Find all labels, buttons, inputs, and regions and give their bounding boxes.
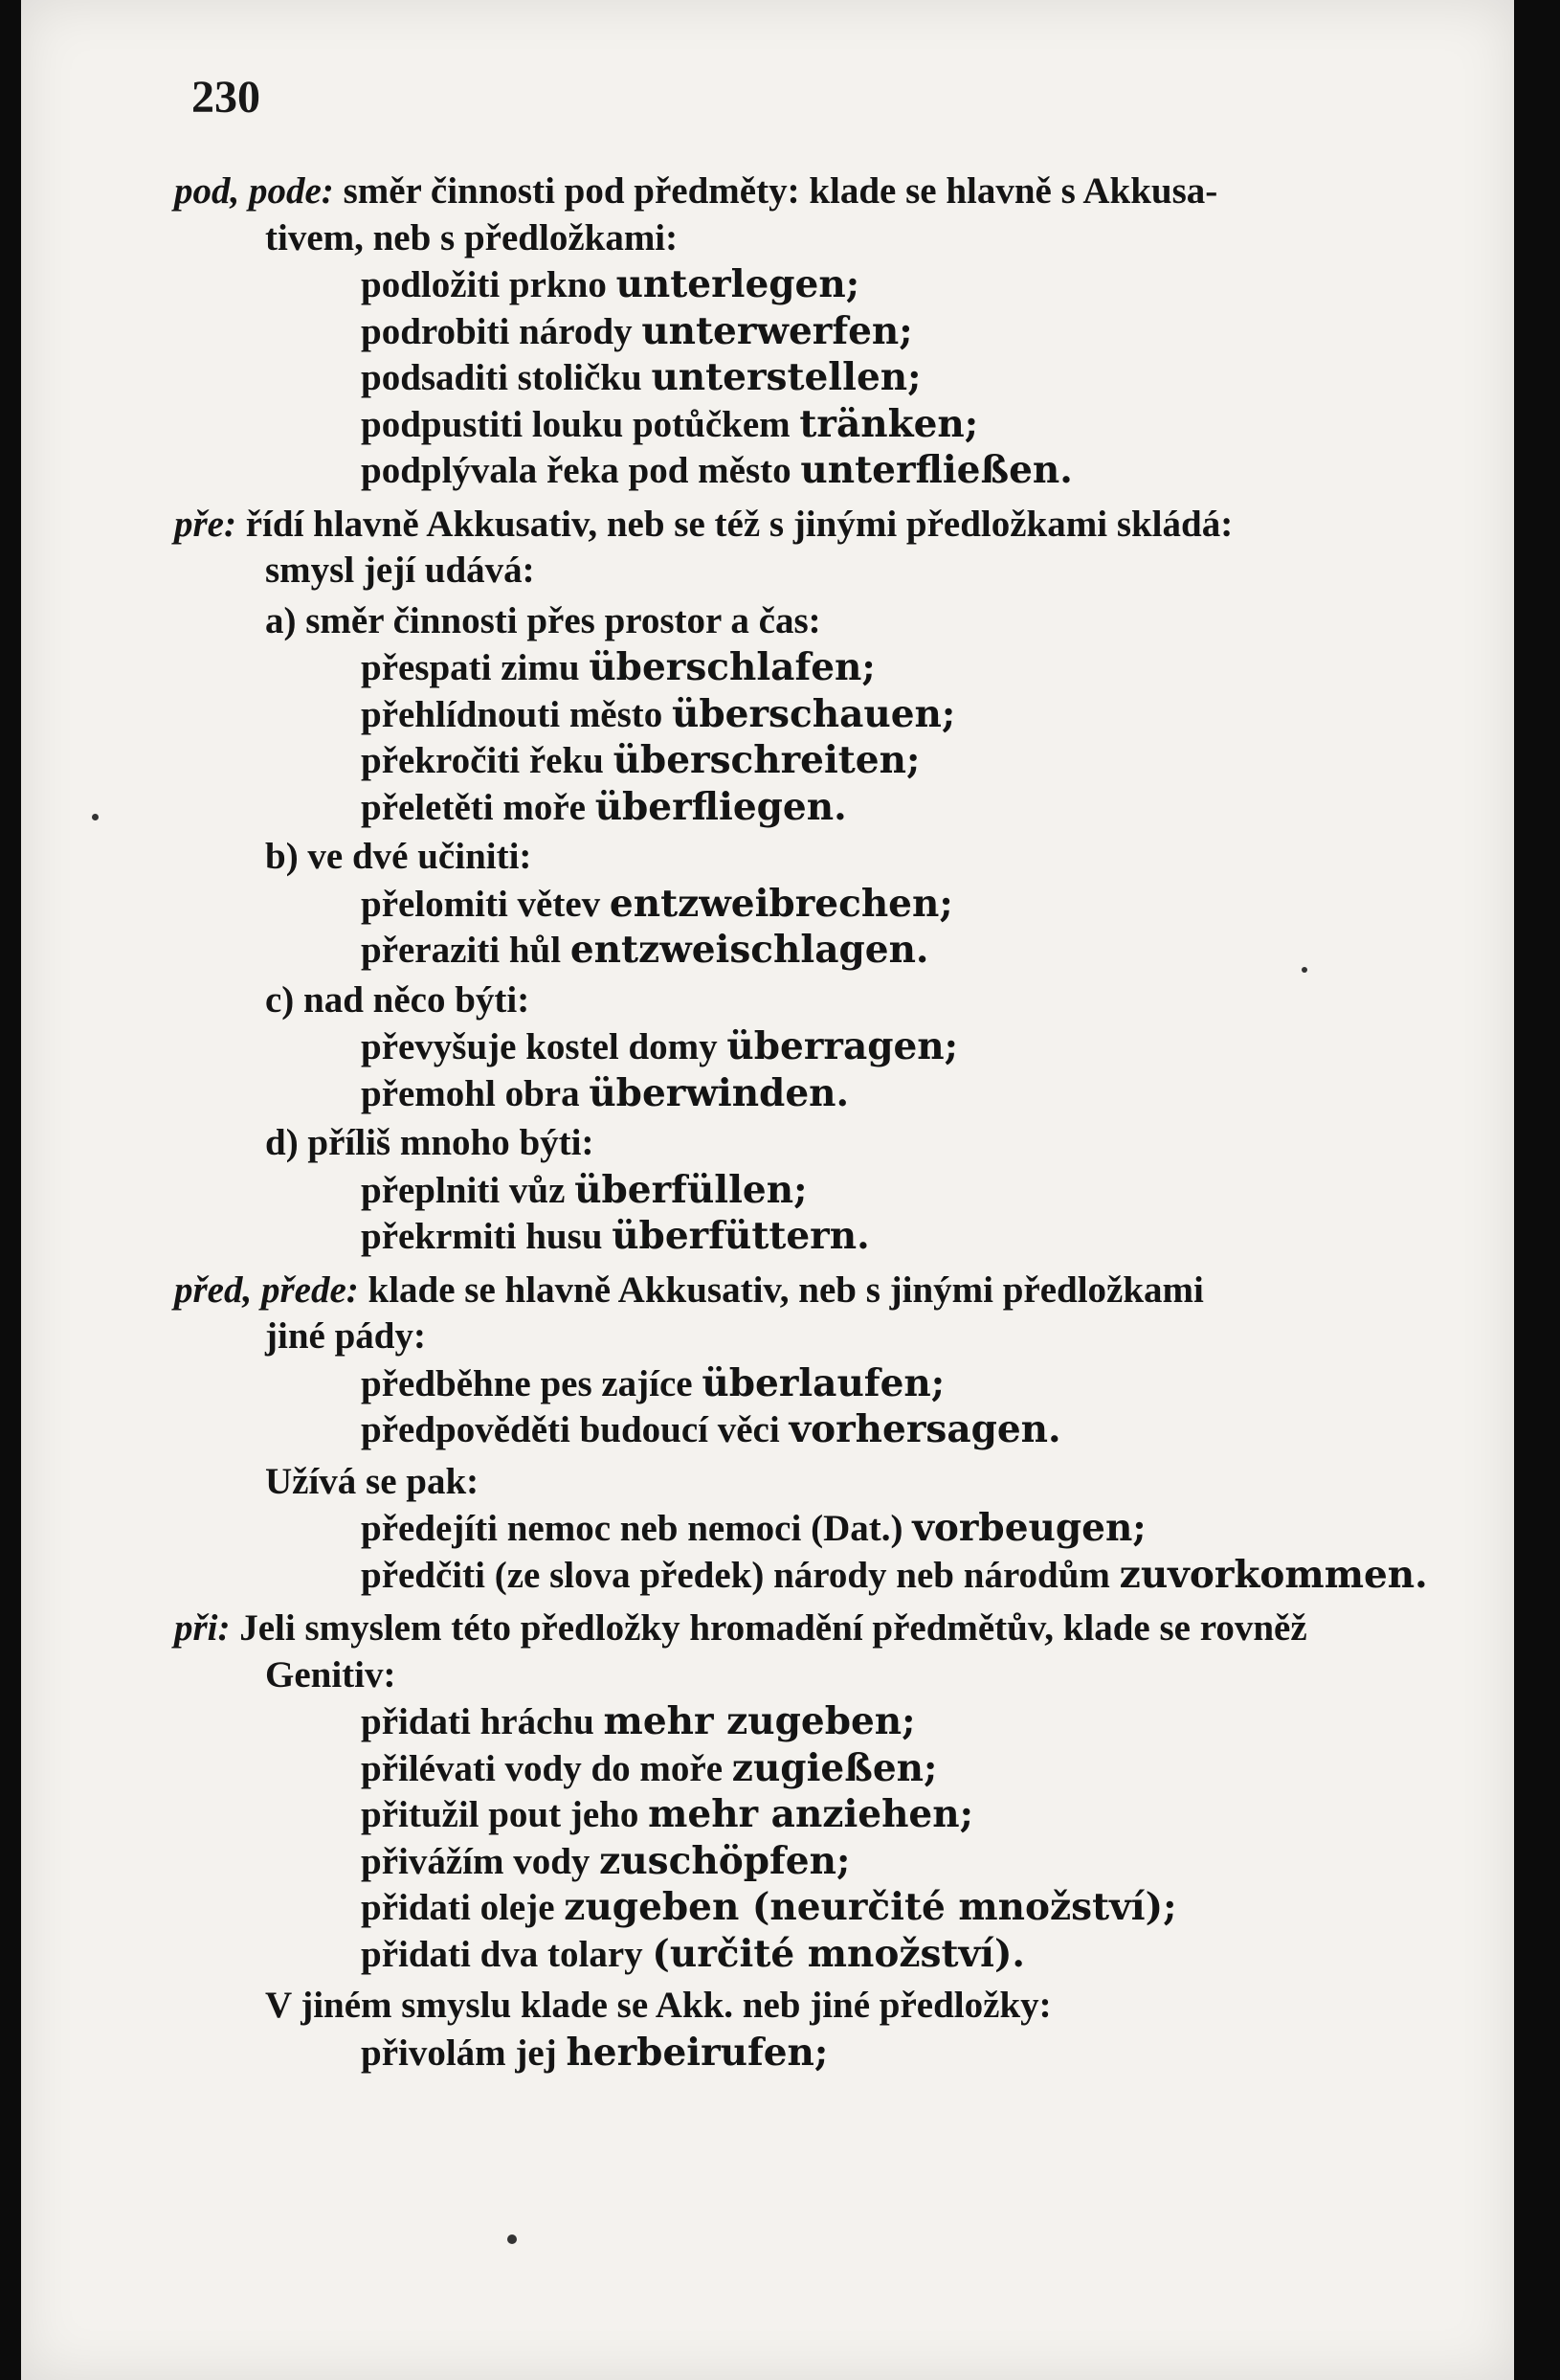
example-line: [361, 1167, 808, 1214]
czech-example: přitužil pout jeho: [361, 1794, 649, 1835]
example-line: [361, 308, 913, 355]
german-translation: zugeben (neurčité množství);: [564, 1885, 1177, 1929]
czech-example: překročiti řeku: [361, 740, 613, 781]
sense-label: a) směr činnosti přes prostor a čas:: [265, 599, 821, 641]
german-translation: unterwerfen;: [641, 308, 913, 353]
german-translation: unterlegen;: [615, 262, 860, 306]
usage-heading: [265, 1459, 479, 1505]
example-line: [361, 1745, 937, 1792]
entry-intro-continued: [265, 1313, 426, 1359]
czech-example: přeletěti moře: [361, 786, 595, 828]
example-line: [361, 1406, 1061, 1453]
german-translation: unterstellen;: [651, 355, 922, 399]
german-translation: überschlafen;: [589, 645, 876, 689]
czech-example: přeplniti vůz: [361, 1169, 575, 1211]
print-speck: [92, 814, 99, 820]
german-translation: überlaufen;: [702, 1360, 946, 1405]
example-line: [361, 1698, 916, 1745]
entry-intro: jiné pády:: [265, 1315, 426, 1357]
czech-example: přespati zimu: [361, 647, 590, 688]
czech-example: přidati oleje: [361, 1887, 565, 1928]
czech-example: předejíti nemoc neb nemoci (Dat.): [361, 1508, 913, 1549]
german-translation: überfüllen;: [574, 1167, 808, 1212]
czech-example: přidati dva tolary: [361, 1933, 653, 1975]
german-translation: zugießen;: [731, 1745, 938, 1790]
example-line: [361, 1360, 945, 1407]
example-line: [361, 447, 1073, 494]
print-speck: [1302, 967, 1307, 973]
german-translation: zuvorkommen.: [1119, 1552, 1428, 1597]
example-line: [361, 1023, 958, 1070]
czech-example: podložiti prkno: [361, 264, 616, 305]
entry-intro: směr činnosti pod předměty: klade se hlavně s Akkusa-: [343, 170, 1218, 212]
entry-pre-headline: [174, 502, 1233, 548]
czech-example: podplývala řeka pod město: [361, 450, 801, 491]
czech-example: předčiti (ze slova předek) národy neb národům: [361, 1554, 1120, 1596]
german-translation: unterfließen.: [800, 448, 1073, 492]
example-line: [361, 1505, 1147, 1552]
czech-example: předběhne pes zajíce: [361, 1362, 702, 1404]
entry-intro-continued: [265, 548, 535, 594]
czech-example: podsaditi stoličku: [361, 357, 652, 398]
example-line: [361, 1791, 973, 1838]
czech-example: přelomiti větev: [361, 883, 610, 925]
usage-label: Užívá se pak:: [265, 1460, 479, 1502]
example-line: [361, 881, 953, 928]
entry-intro: tivem, neb s předložkami:: [265, 216, 679, 258]
example-line: [361, 1070, 849, 1117]
example-line: [361, 1213, 870, 1260]
czech-example: překrmiti husu: [361, 1216, 613, 1257]
german-translation: mehr anziehen;: [648, 1792, 973, 1836]
entry-pred-headline: [174, 1268, 1204, 1313]
sense-heading: [265, 977, 529, 1023]
german-translation: überragen;: [726, 1024, 959, 1068]
czech-example: přehlídnouti město: [361, 693, 673, 735]
entry-term: pod, pode:: [174, 170, 344, 212]
entry-intro: smysl její udává:: [265, 550, 535, 591]
german-translation: überschreiten;: [613, 738, 921, 782]
german-translation: überwinden.: [589, 1070, 850, 1115]
german-translation: überfliegen.: [594, 784, 847, 829]
print-speck: [507, 2234, 517, 2244]
german-translation: überfüttern.: [612, 1214, 870, 1258]
example-line: [361, 927, 929, 974]
czech-example: převyšuje kostel domy: [361, 1026, 727, 1067]
example-line: [361, 644, 876, 691]
german-translation: zuschöpfen;: [599, 1838, 851, 1883]
german-translation: herbeirufen;: [566, 2030, 829, 2075]
german-translation: mehr zugeben;: [603, 1699, 916, 1743]
example-line: [361, 354, 922, 401]
example-line: [361, 1884, 1176, 1931]
german-translation: überschauen;: [672, 691, 956, 736]
example-line: [361, 2030, 828, 2077]
sense-label: d) příliš mnoho býti:: [265, 1122, 594, 1163]
czech-example: přeraziti hůl: [361, 930, 570, 971]
example-line: [361, 261, 859, 308]
entry-intro: klade se hlavně Akkusativ, neb s jinými předložkami: [368, 1269, 1204, 1311]
german-translation: (určité množství).: [652, 1931, 1026, 1976]
sense-label: b) ve dvé učiniti:: [265, 836, 532, 877]
usage-label: V jiném smyslu klade se Akk. neb jiné předložky:: [265, 1985, 1052, 2026]
sense-heading: [265, 834, 531, 880]
entry-term: pře:: [174, 503, 246, 545]
czech-example: přemohl obra: [361, 1072, 590, 1114]
czech-example: přivážím vody: [361, 1840, 600, 1882]
german-translation: tränken;: [799, 401, 979, 446]
example-line: [361, 784, 847, 831]
example-line: [361, 1838, 850, 1885]
czech-example: podrobiti národy: [361, 310, 642, 352]
entry-term: při:: [174, 1607, 240, 1649]
german-translation: entzweischlagen.: [569, 928, 929, 972]
example-line: [361, 1552, 1428, 1599]
czech-example: podpustiti louku potůčkem: [361, 403, 800, 445]
example-line: [361, 1931, 1025, 1978]
german-translation: vorhersagen.: [789, 1407, 1061, 1451]
sense-heading: [265, 1120, 593, 1166]
page-number: 230: [191, 72, 260, 123]
entry-intro-continued: [265, 1652, 395, 1698]
entry-pri-headline: [174, 1605, 1307, 1651]
example-line: [361, 737, 920, 784]
german-translation: entzweibrechen;: [609, 881, 953, 926]
page-text: [21, 0, 1514, 2380]
entry-intro: Genitiv:: [265, 1653, 396, 1695]
entry-intro-continued: [265, 215, 678, 261]
sense-heading: [265, 598, 821, 644]
entry-intro: řídí hlavně Akkusativ, neb se též s jinými předložkami skládá:: [245, 503, 1234, 545]
entry-intro: Jeli smyslem této předložky hromadění předmětův, klade se rovněž: [239, 1607, 1307, 1649]
sense-label: c) nad něco býti:: [265, 978, 530, 1021]
czech-example: předpověděti budoucí věci: [361, 1409, 790, 1450]
book-page: [21, 0, 1514, 2380]
example-line: [361, 401, 978, 448]
czech-example: přidati hráchu: [361, 1701, 604, 1742]
german-translation: vorbeugen;: [912, 1506, 1147, 1550]
entry-pod-headline: [174, 168, 1217, 214]
czech-example: přilévati vody do moře: [361, 1747, 732, 1789]
example-line: [361, 691, 955, 738]
czech-example: přivolám jej: [361, 2032, 567, 2074]
entry-term: před, přede:: [174, 1269, 368, 1311]
usage-heading: [265, 1983, 1052, 2029]
